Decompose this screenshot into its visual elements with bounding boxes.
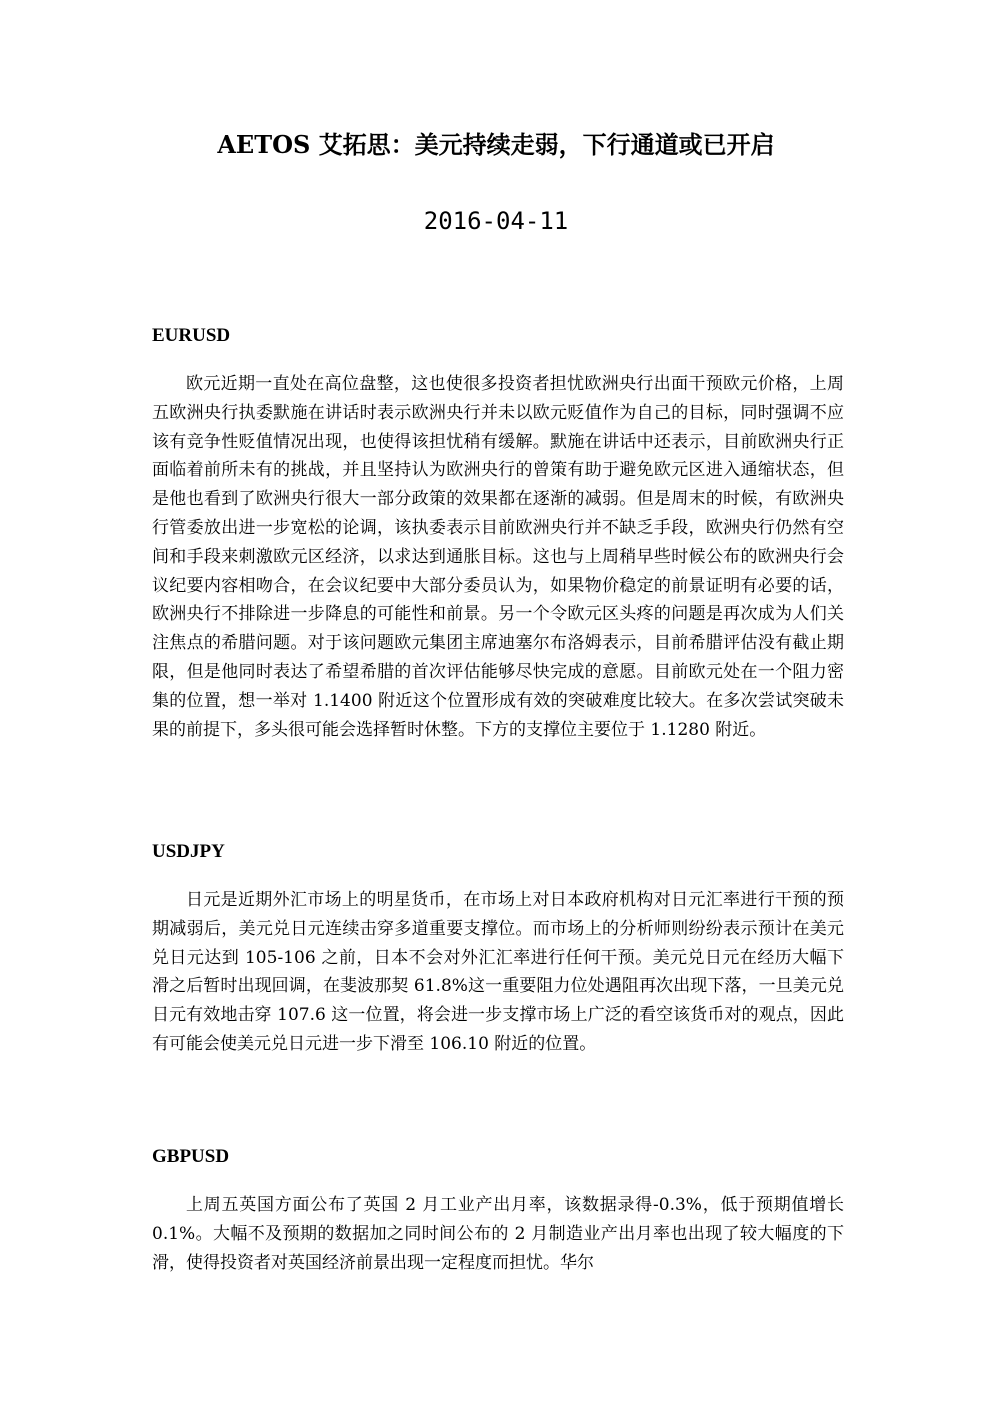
section-usdjpy [152, 840, 844, 1059]
section-heading: EURUSD [152, 325, 231, 346]
section-paragraph: 日元是近期外汇市场上的明星货币，在市场上对日本政府机构对日元汇率进行干预的预期减弱后，美元兑日元连续击穿多道重要支撑位。而市场上的分析师则纷纷表示预计在美元兑日元达到 105-106 之前，日本不会对外汇汇率进行任何干预。美元兑日元在经历大幅下滑之后暂时出现回调，在斐波那契 61.8%这一重要阻力位处遇阻再次出现下落，一旦美元兑日元有效地击穿 107.6 这一位置，将会进一步支撑市场上广泛的看空该货币对的观点，因此有可能会使美元兑日元进一步下滑至 106.10 附近的位置。 [152, 890, 844, 1054]
document-date: 2016-04-11 [423, 207, 569, 235]
section-heading: USDJPY [152, 841, 225, 862]
section-paragraph: 上周五英国方面公布了英国 2 月工业产出月率，该数据录得-0.3%，低于预期值增长 0.1%。大幅不及预期的数据加之同时间公布的 2 月制造业产出月率也出现了较大幅度的下滑，使得投资者对英国经济前景出现一定程度而担忧。华尔 [152, 1195, 844, 1273]
page-title: AETOS 艾拓思：美元持续走弱，下行通道或已开启 [217, 130, 775, 159]
section-heading: GBPUSD [152, 1146, 230, 1167]
section-eurusd [152, 324, 844, 744]
section-paragraph: 欧元近期一直处在高位盘整，这也使很多投资者担忧欧洲央行出面干预欧元价格，上周五欧洲央行执委默施在讲话时表示欧洲央行并未以欧元贬值作为自己的目标，同时强调不应该有竞争性贬值情况出现，也使得该担忧稍有缓解。默施在讲话中还表示，目前欧洲央行正面临着前所未有的挑战，并且坚持认为欧洲央行的曾策有助于避免欧元区进入通缩状态，但是他也看到了欧洲央行很大一部分政策的效果都在逐渐的减弱。但是周末的时候，有欧洲央行管委放出进一步宽松的论调，该执委表示目前欧洲央行并不缺乏手段，欧洲央行仍然有空间和手段来刺激欧元区经济，以求达到通胀目标。这也与上周稍早些时候公布的欧洲央行会议纪要内容相吻合，在会议纪要中大部分委员认为，如果物价稳定的前景证明有必要的话，欧洲央行不排除进一步降息的可能性和前景。另一个令欧元区头疼的问题是再次成为人们关注焦点的希腊问题。对于该问题欧元集团主席迪塞尔布洛姆表示，目前希腊评估没有截止期限，但是他同时表达了希望希腊的首次评估能够尽快完成的意愿。目前欧元处在一个阻力密集的位置，想一举对 1.1400 附近这个位置形成有效的突破难度比较大。在多次尝试突破未果的前提下，多头很可能会选择暂时休整。下方的支撑位主要位于 1.1280 附近。 [152, 374, 844, 740]
section-gbpusd [152, 1145, 844, 1277]
